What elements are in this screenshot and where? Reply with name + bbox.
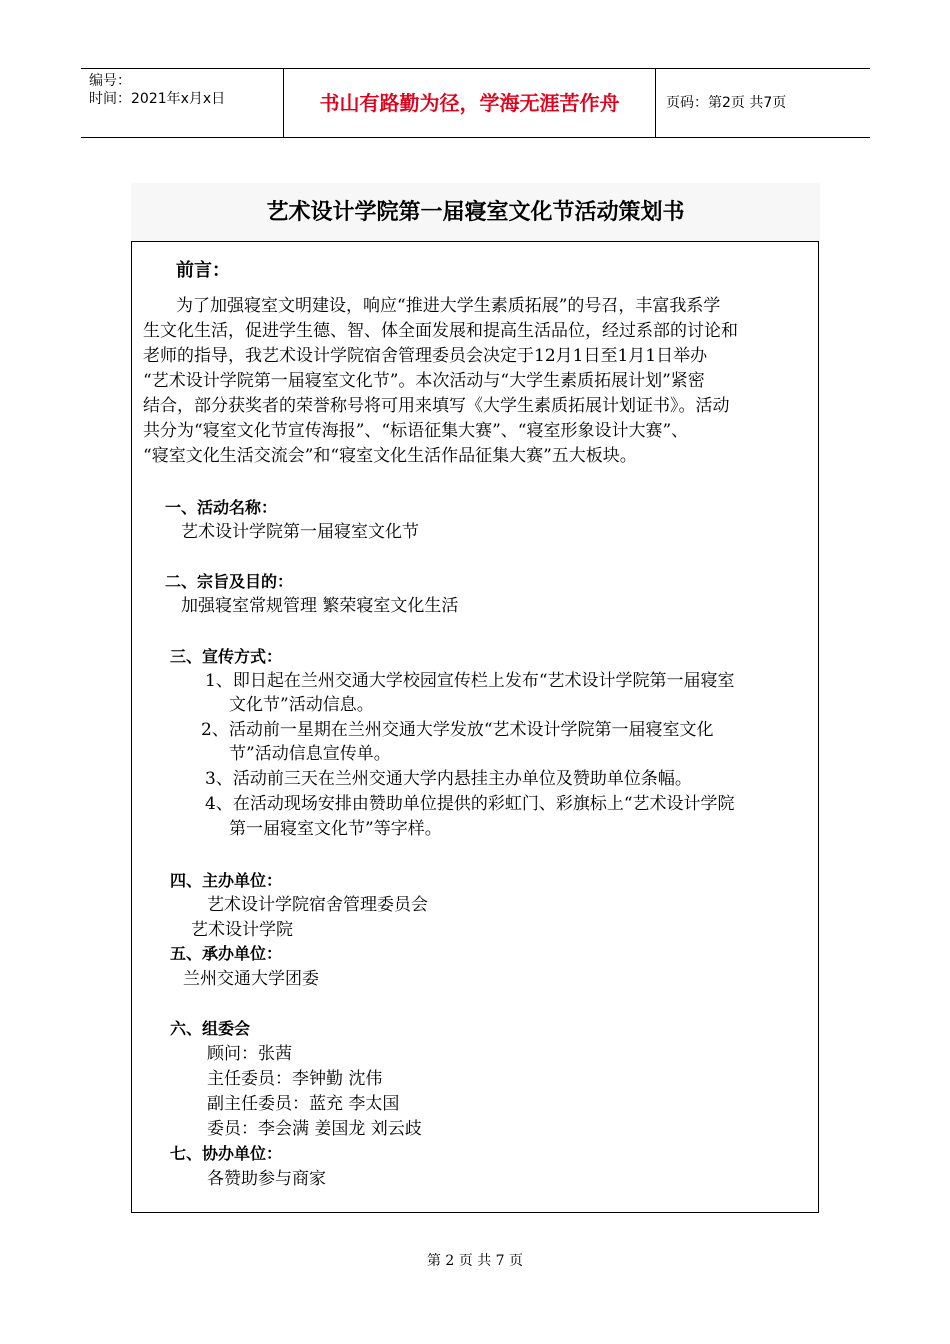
content-box [131,241,819,1213]
preface-line: “艺术设计学院第一届寝室文化节”。本次活动与“大学生素质拓展计划”紧密 [143,371,705,391]
preface-line: 为了加强寝室文明建设，响应“推进大学生素质拓展”的号召，丰富我系学 [176,296,721,316]
publicity-item-cont: 节”活动信息宣传单。 [229,744,391,764]
section-heading-purpose: 二、宗旨及目的： [165,572,294,591]
header-meta [89,72,225,108]
header-date: 时间：2021年x月x日 [89,91,226,107]
activity-name: 艺术设计学院第一届寝室文化节 [181,522,419,542]
publicity-item: 3、活动前三天在兰州交通大学内悬挂主办单位及赞助单位条幅。 [205,769,692,789]
header-number: 编号： [89,73,131,89]
section-heading-organizer: 四、主办单位： [170,871,283,890]
section-heading-name: 一、活动名称： [165,498,278,517]
preface-line: 生文化生活，促进学生德、智、体全面发展和提高生活品位，经过系部的讨论和 [143,321,738,341]
section-heading-committee: 六、组委会 [170,1019,251,1038]
preface-heading: 前言： [176,260,230,281]
publicity-item: 4、在活动现场安排由赞助单位提供的彩虹门、彩旗标上“艺术设计学院 [205,794,735,814]
publicity-item: 1、即日起在兰州交通大学校园宣传栏上发布“艺术设计学院第一届寝室 [205,671,735,691]
publicity-item-cont: 文化节”活动信息。 [229,695,374,715]
co-organizer-name: 各赞助参与商家 [207,1169,326,1189]
committee-vice-chair: 副主任委员：蓝充 李太国 [207,1094,400,1114]
preface-line: 共分为“寝室文化节宣传海报”、“标语征集大赛”、“寝室形象设计大赛”、 [143,421,689,441]
header-motto: 书山有路勤为径，学海无涯苦作舟 [319,91,620,115]
preface-line: 老师的指导，我艺术设计学院宿舍管理委员会决定于12月1日至1月1日举办 [143,346,708,366]
committee-advisor: 顾问：张茜 [207,1044,292,1064]
undertaker-name: 兰州交通大学团委 [183,969,319,989]
publicity-item: 2、活动前一星期在兰州交通大学发放“艺术设计学院第一届寝室文化 [201,720,714,740]
committee-members: 委员：李会满 姜国龙 刘云歧 [207,1119,422,1139]
section-heading-publicity: 三、宣传方式： [170,647,283,666]
section-heading-co-organizer: 七、协办单位： [170,1144,283,1163]
organizer-name: 艺术设计学院 [191,920,293,940]
preface-line: 结合，部分获奖者的荣誉称号将可用来填写《大学生素质拓展计划证书》。活动 [143,396,730,416]
page-header [81,68,870,138]
section-heading-undertaker: 五、承办单位： [170,944,283,963]
preface-line: “寝室文化生活交流会”和“寝室文化生活作品征集大赛”五大板块。 [143,446,637,466]
header-divider [655,69,656,137]
header-page-info: 页码：第2页 共7页 [666,95,787,111]
page-footer: 第 2 页 共 7 页 [426,1253,524,1269]
document-title: 艺术设计学院第一届寝室文化节活动策划书 [131,183,820,241]
publicity-item-cont: 第一届寝室文化节”等字样。 [229,819,442,839]
organizer-name: 艺术设计学院宿舍管理委员会 [207,895,428,915]
committee-chair: 主任委员：李钟勤 沈伟 [207,1069,383,1089]
purpose-text: 加强寝室常规管理 繁荣寝室文化生活 [181,596,459,616]
